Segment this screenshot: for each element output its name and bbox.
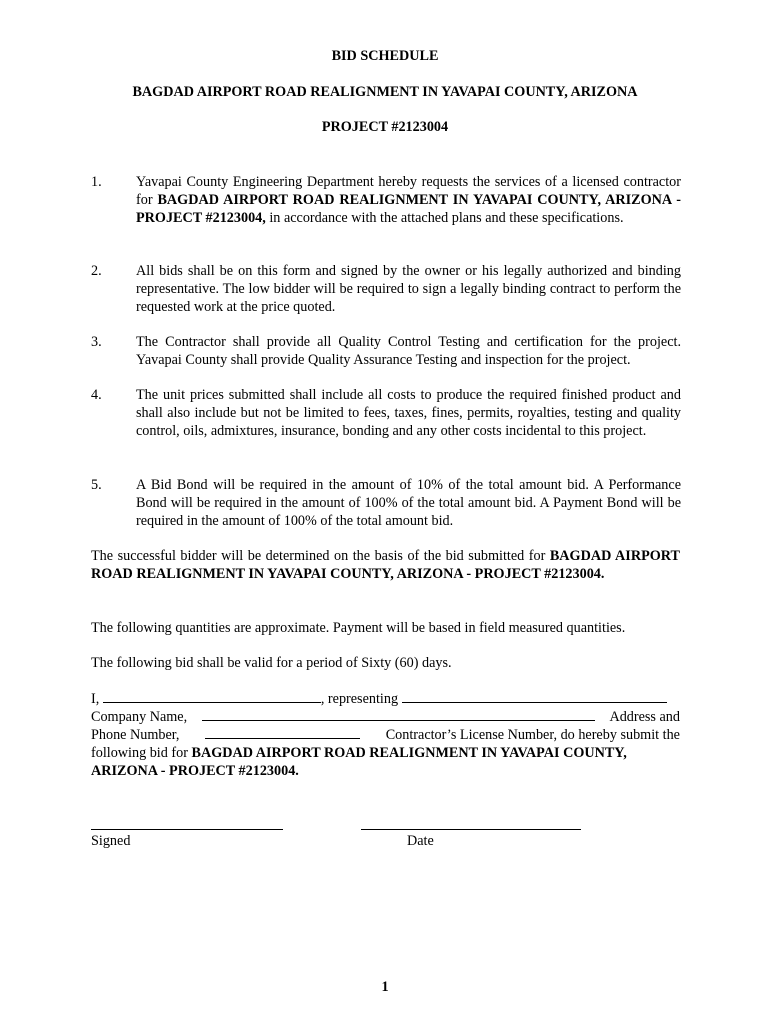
- bidder-form-line-2: [91, 708, 680, 726]
- bidder-form-line-4: [91, 744, 680, 762]
- project-number: PROJECT #2123004: [321, 119, 449, 135]
- phone-number-label: Phone Number,: [91, 727, 180, 743]
- page-number: 1: [381, 979, 389, 995]
- list-item-number: 2.: [91, 263, 102, 279]
- list-item-5: [91, 476, 681, 530]
- list-item-3: [91, 333, 681, 369]
- bidder-form: [91, 690, 680, 780]
- address-and-label: Address and: [609, 709, 680, 725]
- representing-label: , representing: [320, 691, 399, 707]
- list-item-1: [91, 173, 681, 227]
- list-item-text: A Bid Bond will be required in the amount of 10% of the total amount bid. A Performance Bond will be required in the amount of 100% of the total amount bid. A Payment Bond will be required in the amount of 100% of the total amount bid.: [136, 477, 681, 529]
- date-line[interactable]: [361, 829, 581, 830]
- list-item-text: The unit prices submitted shall include all costs to produce the required finished product and shall also include but not be limited to fees, taxes, fines, permits, royalties, testing and quality control, oils, admixtures, insurance, bonding and any other costs incidental to this project.: [136, 387, 681, 439]
- company-name-label: Company Name,: [91, 709, 188, 725]
- following-bid-label: following bid for: [91, 745, 192, 761]
- list-item-text: All bids shall be on this form and signed by the owner or his legally authorized and binding representative. The low bidder will be required to sign a legally binding contract to perform the requested work at the price quoted.: [136, 263, 681, 315]
- list-item-bold-text: BAGDAD AIRPORT ROAD REALIGNMENT IN YAVAPAI COUNTY, ARIZONA - PROJECT #2123004,: [136, 192, 682, 226]
- list-item-2: [91, 262, 681, 316]
- i-label: I,: [91, 691, 100, 707]
- bid-project-line-2: ARIZONA - PROJECT #2123004.: [91, 763, 299, 779]
- list-item-number: 5.: [91, 477, 102, 493]
- list-item-text-after: in accordance with the attached plans and these specifications.: [265, 210, 624, 226]
- list-item-number: 3.: [91, 334, 102, 350]
- signature-line[interactable]: [91, 829, 283, 830]
- phone-number-field[interactable]: [205, 726, 360, 739]
- successful-bidder-text: The successful bidder will be determined on the basis of the bid submitted for: [91, 548, 550, 564]
- list-item-body: [136, 173, 681, 227]
- document-title: BID SCHEDULE: [331, 48, 439, 64]
- list-item-number: 4.: [91, 387, 102, 403]
- validity-note: The following bid shall be valid for a period of Sixty (60) days.: [91, 655, 452, 671]
- signed-label: Signed: [91, 833, 131, 849]
- bidder-name-field[interactable]: [103, 690, 321, 703]
- bidder-form-line-1: [91, 690, 680, 708]
- representing-field[interactable]: [402, 690, 667, 703]
- list-item-4: [91, 386, 681, 440]
- list-item-text: The Contractor shall provide all Quality Control Testing and certification for the project. Yavapai County shall provide Quality Assurance Testing and inspection for the project.: [136, 334, 681, 368]
- list-item-number: 1.: [91, 174, 102, 190]
- quantities-note: The following quantities are approximate. Payment will be based in field measured quantities.: [91, 620, 626, 636]
- document-subtitle: BAGDAD AIRPORT ROAD REALIGNMENT IN YAVAPAI COUNTY, ARIZONA: [132, 84, 638, 100]
- successful-bidder-paragraph: [91, 547, 680, 583]
- following-bid-group: [91, 744, 627, 762]
- date-label: Date: [407, 833, 434, 849]
- bid-project-line-1: BAGDAD AIRPORT ROAD REALIGNMENT IN YAVAPAI COUNTY,: [191, 745, 627, 761]
- list-item-text: Yavapai County Engineering Department hereby requests the services of a licensed contractor for: [136, 174, 681, 208]
- bidder-form-line-3: [91, 726, 680, 744]
- license-label: Contractor’s License Number, do hereby submit the: [385, 727, 680, 743]
- successful-bidder-project: BAGDAD AIRPORT ROAD REALIGNMENT IN YAVAPAI COUNTY, ARIZONA - PROJECT #2123004.: [91, 548, 680, 582]
- company-name-field[interactable]: [202, 708, 595, 721]
